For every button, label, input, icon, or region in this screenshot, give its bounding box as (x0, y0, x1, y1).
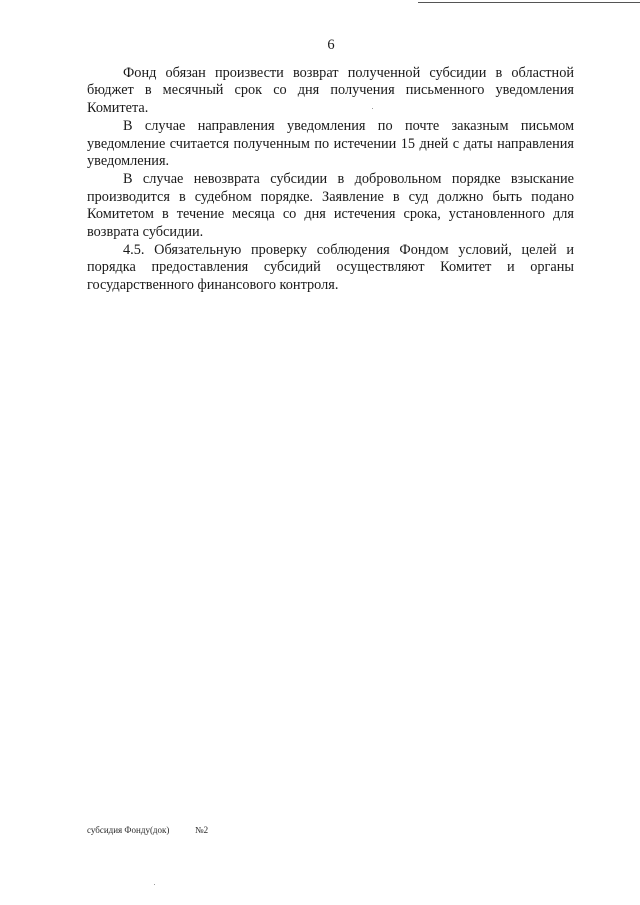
paragraph-section-4-5-inspection: 4.5. Обязательную проверку соблюдения Фондом условий, целей и порядка предоставления субсидий осуществляют Комитет и органы государственного финансового контроля. (87, 242, 574, 293)
page-footer (87, 825, 209, 835)
paragraph-judicial-recovery: В случае невозврата субсидии в добровольном порядке взыскание производится в судебном порядке. Заявление в суд должно быть подано Комитетом в течение месяца со дня истечения срока, установленного для возврата субсидии. (87, 171, 574, 240)
scan-speck (154, 884, 155, 885)
paragraph-refund-obligation: Фонд обязан произвести возврат полученной субсидии в областной бюджет в месячный срок со дня получения письменного уведомления Комитета. (87, 65, 574, 116)
paragraph-notification-by-mail: В случае направления уведомления по почте заказным письмом уведомление считается полученным по истечении 15 дней с даты направления уведомления. (87, 118, 574, 170)
document-body (87, 65, 574, 295)
footer-filename: субсидия Фонду(док) (87, 825, 170, 835)
page-number: 6 (327, 37, 335, 53)
scan-speck (372, 108, 373, 109)
top-edge-rule (418, 2, 640, 3)
footer-number: №2 (195, 825, 209, 835)
